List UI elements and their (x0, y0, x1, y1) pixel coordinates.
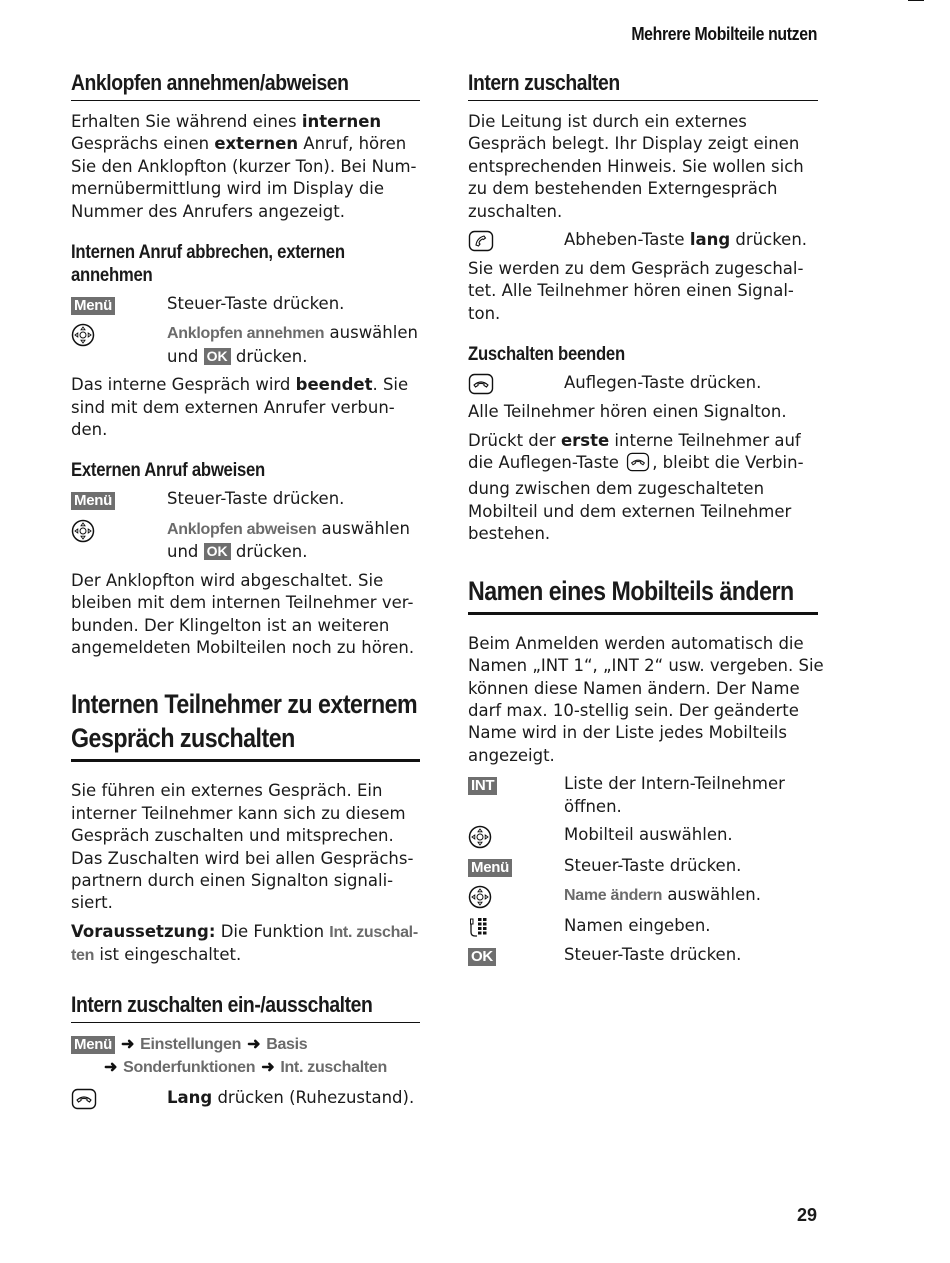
step-int: INT Liste der Intern-Teilnehmer öffnen. (468, 773, 818, 818)
navigation-key-icon (468, 884, 564, 909)
step-menu-3: Menü Steuer-Taste drücken. (468, 855, 818, 878)
intern-zuschalten-result: Sie werden zu dem Gespräch zugeschal- tet. Alle Teilnehmer hören einen Signal- ton. (468, 259, 804, 323)
step-abheben: Abheben-Taste lang drücken. (468, 229, 818, 252)
section-title-zuschalten: Internen Teilnehmer zu externem Gespräch zuschalten (71, 687, 420, 762)
step-menu: Menü Steuer-Taste drücken. (71, 293, 420, 316)
arrow-right-icon: ➜ (120, 1035, 135, 1053)
arrow-right-icon: ➜ (247, 1035, 261, 1053)
menu-key-icon: Menü (71, 1036, 115, 1054)
namen-intro: Beim Anmelden werden automatisch die Namen „INT 1“, „INT 2“ usw. vergeben. Sie können diese Namen ändern. Der Name darf max. 10-stellig sein. Der geänderte Name wird in der Liste jedes Mobilteils angezeigt. (468, 633, 824, 765)
step-lang-druecken: Lang drücken (Ruhezustand). (71, 1087, 420, 1110)
ok-key-icon: OK (204, 543, 231, 560)
end-call-key-icon (626, 452, 650, 478)
menu-key-icon: Menü (468, 859, 512, 877)
section-title-ein-aus: Intern zuschalten ein-/ausschalten (71, 992, 420, 1023)
page-header: Mehrere Mobilteile nutzen (631, 24, 817, 44)
intern-zuschalten-intro: Die Leitung ist durch ein externes Gespräch belegt. Ihr Display zeigt einen entsprechenden Hinweis. Sie wollen sich zu dem bestehenden Externgespräch zuschalten. (468, 112, 804, 221)
subsection-title-abweisen: Externen Anruf abweisen (71, 460, 265, 482)
arrow-right-icon: ➜ (104, 1058, 118, 1076)
menu-key-icon: Menü (71, 492, 115, 510)
abweisen-result: Der Anklopfton wird abgeschaltet. Sie bleiben mit dem internen Teilnehmer ver- bunden. Der Klingelton ist an weiteren angemeldeten Mobilteilen noch zu hören. (71, 570, 415, 657)
keypad-icon (468, 915, 564, 938)
menu-path-2: ➜ Sonderfunktionen ➜ Int. zuschalten (104, 1058, 387, 1076)
step-nav-mobilteil: Mobilteil auswählen. (468, 824, 818, 849)
right-column (468, 70, 824, 974)
beenden-p2: Drückt der erste interne Teilnehmer auf die Auflegen-Taste , bleibt die Verbin- dung zwischen dem zugeschalteten Mobilteil und dem externen Teilnehmer bestehen. (468, 430, 804, 544)
left-column (71, 70, 420, 1116)
ok-key-icon: OK (204, 348, 231, 365)
corner-mark (908, 0, 924, 1)
subsection-title-abbrechen: Internen Anruf abbrechen, externen annehmen (71, 242, 345, 287)
call-key-icon (468, 229, 564, 252)
navigation-key-icon (71, 518, 167, 543)
abbrechen-result: Das interne Gespräch wird beendet. Sie sind mit dem externen Anrufer verbun- den. (71, 375, 409, 440)
page-number: 29 (796, 1205, 817, 1225)
step-select-abweisen: Anklopfen abweisen auswählen und OK drücken. (71, 518, 420, 564)
step-auflegen: Auflegen-Taste drücken. (468, 372, 818, 395)
ok-key-icon: OK (468, 948, 496, 966)
zuschalten-intro: Sie führen ein externes Gespräch. Ein interner Teilnehmer kann sich zu diesem Gespräch zuschalten und mitsprechen. Das Zuschalten wird bei allen Gesprächs- partnern durch einen Signalton signali- siert. (71, 781, 414, 913)
int-key-icon: INT (468, 777, 497, 795)
menu-key-icon: Menü (71, 297, 115, 315)
requirement: Voraussetzung: Die Funktion Int. zuschal- ten ist eingeschaltet. (71, 921, 418, 965)
end-call-key-icon (468, 372, 564, 395)
beenden-p1: Alle Teilnehmer hören einen Signalton. (468, 402, 787, 422)
section-title-namen-aendern: Namen eines Mobilteils ändern (468, 574, 818, 615)
navigation-key-icon (468, 824, 564, 849)
step-ok: OK Steuer-Taste drücken. (468, 944, 818, 967)
arrow-right-icon: ➜ (261, 1058, 275, 1076)
step-select-annehmen: Anklopfen annehmen auswählen und OK drücken. (71, 322, 420, 368)
step-nav-name: Name ändern auswählen. (468, 884, 818, 909)
step-menu-2: Menü Steuer-Taste drücken. (71, 488, 420, 511)
section-title-intern-zuschalten: Intern zuschalten (468, 70, 818, 101)
anklopfen-intro: Erhalten Sie während eines internen Gesprächs einen externen Anruf, hören Sie den Anklopfton (kurzer Ton). Bei Num- mernübermittlung wird im Display die Nummer des Anrufers angezeigt. (71, 112, 417, 221)
navigation-key-icon (71, 322, 167, 347)
subsection-title-beenden: Zuschalten beenden (468, 344, 625, 366)
end-call-key-icon (71, 1087, 167, 1110)
step-keypad: Namen eingeben. (468, 915, 818, 938)
menu-path: Menü ➜ Einstellungen ➜ Basis (71, 1033, 420, 1056)
section-title-anklopfen: Anklopfen annehmen/abweisen (71, 70, 420, 101)
